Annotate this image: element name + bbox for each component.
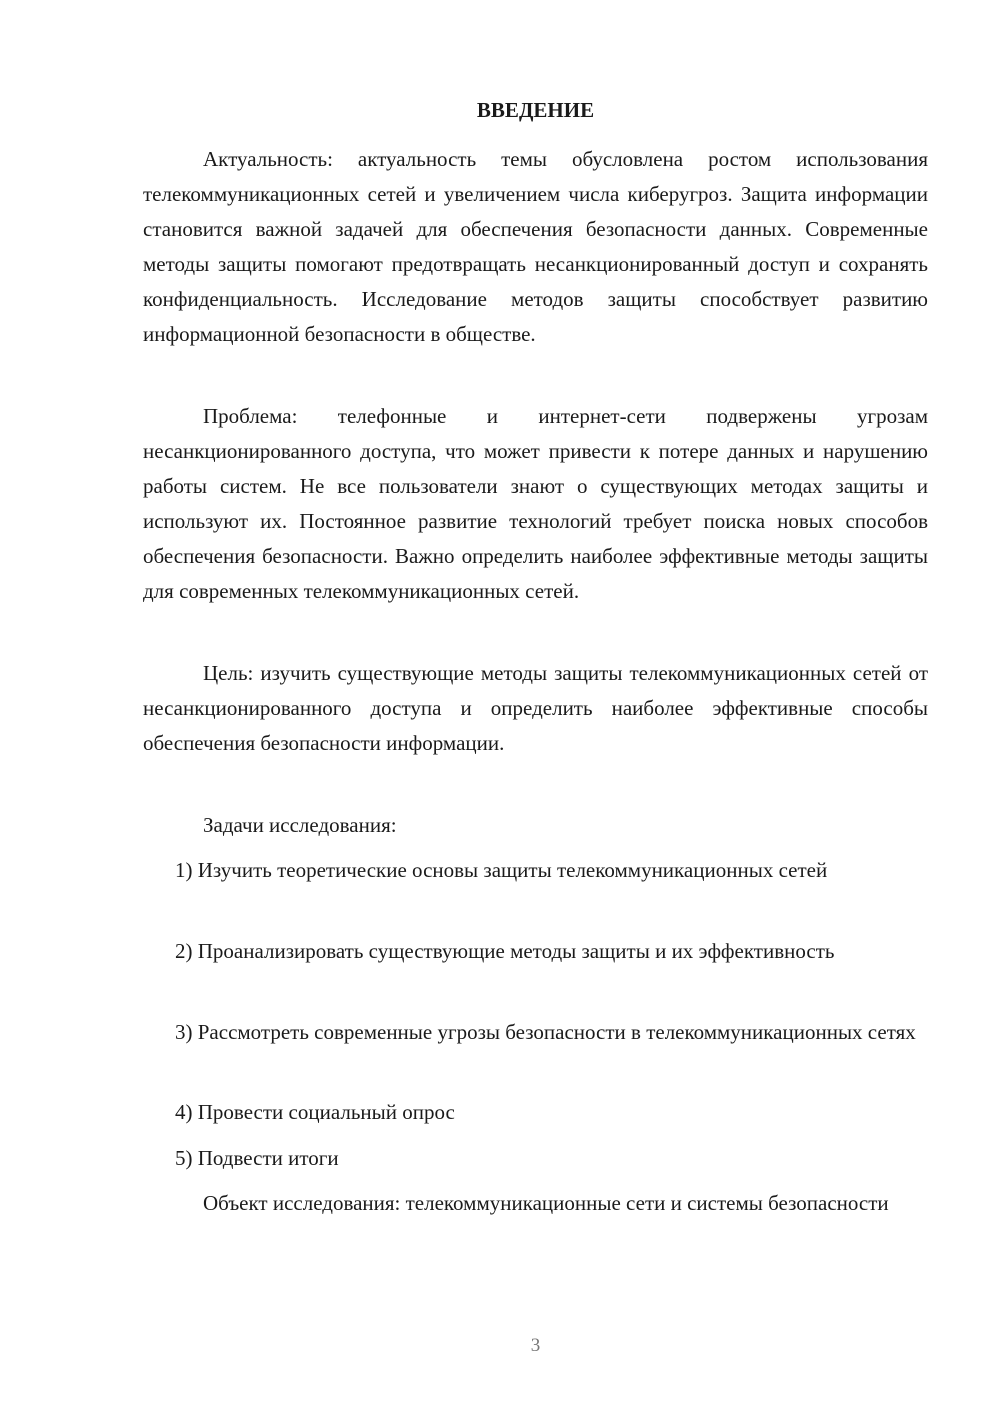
section-title: ВВЕДЕНИЕ <box>476 98 595 122</box>
task-item-1: 1) Изучить теоретические основы защиты телекоммуникационных сетей <box>175 858 828 882</box>
tasks-heading: Задачи исследования: <box>203 813 397 837</box>
task-item-2: 2) Проанализировать существующие методы защиты и их эффективность <box>175 939 835 963</box>
task-item-3: 3) Рассмотреть современные угрозы безопасности в телекоммуникационных сетях <box>175 1020 916 1044</box>
paragraph-relevance: Актуальность: актуальность темы обусловлена ростом использования телекоммуникационных сетей и увеличением числа киберугроз. Защита информации становится важной задачей для обеспечения безопасности данных. Современные методы защиты помогают предотвращать несанкционированный доступ и сохранять конфиденциальность. Исследование методов защиты способствует развитию информационной безопасности в обществе. <box>143 147 928 346</box>
paragraph-goal: Цель: изучить существующие методы защиты телекоммуникационных сетей от несанкционированного доступа и определить наиболее эффективные способы обеспечения безопасности информации. <box>143 661 928 755</box>
paragraph-problem: Проблема: телефонные и интернет-сети подвержены угрозам несанкционированного доступа, что может привести к потере данных и нарушению работы систем. Не все пользователи знают о существующих методах защиты и используют их. Постоянное развитие технологий требует поиска новых способов обеспечения безопасности. Важно определить наиболее эффективные методы защиты для современных телекоммуникационных сетей. <box>143 404 928 603</box>
task-item-5: 5) Подвести итоги <box>175 1146 339 1170</box>
task-item-4: 4) Провести социальный опрос <box>175 1100 455 1124</box>
document-page <box>143 0 928 1414</box>
paragraph-object: Объект исследования: телекоммуникационные сети и системы безопасности <box>203 1191 889 1215</box>
page-number: 3 <box>530 1335 541 1356</box>
